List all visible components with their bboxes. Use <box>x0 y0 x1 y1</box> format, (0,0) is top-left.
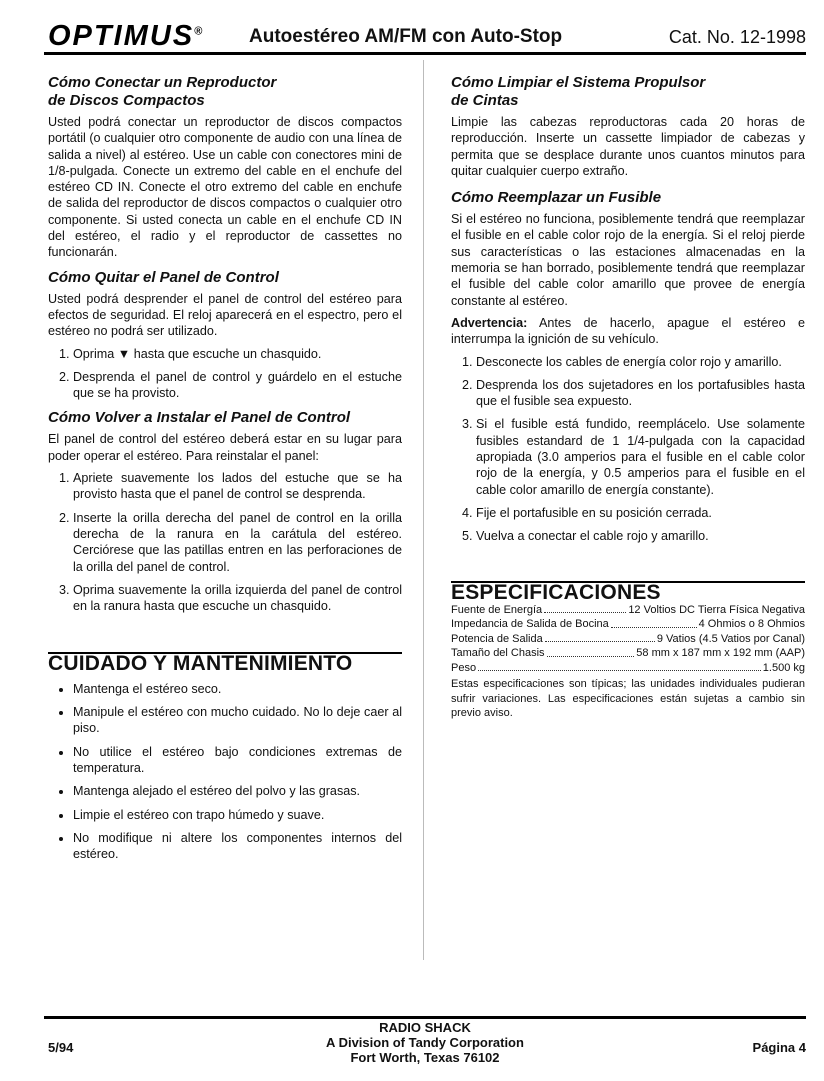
footer-page-number: Página 4 <box>752 1040 806 1055</box>
list-item: • Mantenga alejado el estéreo del polvo y las grasas. <box>73 783 402 799</box>
care-title: CUIDADO Y MANTENIMIENTO <box>48 652 353 676</box>
spec-table <box>451 603 805 721</box>
list-item: • Mantenga el estéreo seco. <box>73 681 402 697</box>
care-section <box>48 652 402 862</box>
spec-row: Impedancia de Salida de Bocina 4 Ohmios o 8 Ohmios <box>451 618 805 631</box>
list-item: • Limpie el estéreo con trapo húmedo y suave. <box>73 807 402 823</box>
list-item: 3. Si el fusible está fundido, reemplácelo. Use solamente fusibles estandard de 1 1/4-pulgada con la capacidad apropiada (3.0 amperios para el fusible en el cable color rojo de la energía, y 0.5 amperios para el fusible en el cable color amarillo de energía constante). <box>476 416 805 497</box>
section-title-reinstall-panel: Cómo Volver a Instalar el Panel de Control <box>48 409 351 427</box>
list-item: 3. Oprima suavemente la orilla izquierda del panel de control en la ranura hasta que escuche un chasquido. <box>73 582 402 615</box>
spec-note: Estas especificaciones son típicas; las unidades individuales pudieran sufrir variaciones. Las especificaciones están sujetas a cambio sin previo aviso. <box>451 678 805 720</box>
column-divider <box>423 60 424 960</box>
spec-row: Tamaño del Chasis 58 mm x 187 mm x 192 mm (AAP) <box>451 647 805 660</box>
reinstall-panel-paragraph: El panel de control del estéreo deberá estar en su lugar para poder operar el estéreo. Para reinstalar el panel: <box>48 432 402 463</box>
spec-section <box>451 581 805 721</box>
list-item: • No utilice el estéreo bajo condiciones extremas de temperatura. <box>73 744 402 777</box>
care-list <box>48 681 402 863</box>
cd-paragraph: Usted podrá conectar un reproductor de discos compactos portátil (o cualquier otro componente de audio con una línea de salida a nivel) al estéreo. Use un cable con conectores mini de 1/8-pulgada. Conecte un extremo del cable en el enchufe del estéreo CD IN. Conecte el otro extremo del cable en enchufe de salida del reproductor de discos compactos o cualquier otro componente. Si usted conecta un cable en el enchufe CD IN del estéreo, el radio y el reproductor de cassettes no funcionarán. <box>48 115 402 260</box>
footer-date: 5/94 <box>48 1040 74 1055</box>
list-item: 4. Fije el portafusible en su posición cerrada. <box>476 505 805 521</box>
list-item: 5. Vuelva a conectar el cable rojo y amarillo. <box>476 528 805 544</box>
brand-logo: OPTIMUS® <box>48 20 205 52</box>
list-item: 2. Inserte la orilla derecha del panel de control en la orilla derecha de la ranura en la carátula del estéreo. Cerciórese que las patillas entren en las perforaciones de la orilla del panel de control. <box>73 510 402 575</box>
spec-title: ESPECIFICACIONES <box>451 580 661 604</box>
list-item: 1. Oprima ▼ hasta que escuche un chasquido. <box>73 346 402 362</box>
section-title-cd: Cómo Conectar un Reproductor de Discos Compactos <box>48 74 277 109</box>
clean-tape-paragraph: Limpie las cabezas reproductoras cada 20 horas de reproducción. Inserte un cassette limpiador de cabezas y permita que se desplace durante unos cuantos minutos para quitar cualquier cuerpo extraño. <box>451 115 805 178</box>
warning-text: Antes de hacerlo, apague el estéreo e interrumpa la ignición de su vehículo. <box>451 315 805 347</box>
reinstall-panel-steps <box>48 470 402 614</box>
warning-paragraph <box>451 315 805 348</box>
footer-company: RADIO SHACK A Division of Tandy Corporation Fort Worth, Texas 76102 <box>326 1020 524 1065</box>
list-item: • Manipule el estéreo con mucho cuidado. No lo deje caer al piso. <box>73 704 402 737</box>
remove-panel-steps <box>48 346 402 402</box>
catalog-number: Cat. No. 12-1998 <box>668 27 806 47</box>
section-title-fuse: Cómo Reemplazar un Fusible <box>451 189 662 207</box>
list-item: 2. Desprenda el panel de control y guárdelo en el estuche que se ha provisto. <box>73 369 402 402</box>
document-title: Autoestéreo AM/FM con Auto-Stop <box>249 26 563 47</box>
list-item: 2. Desprenda los dos sujetadores en los portafusibles hasta que el fusible sea expuesto. <box>476 377 805 410</box>
section-title-clean-tape: Cómo Limpiar el Sistema Propulsor de Cintas <box>451 74 706 109</box>
footer-rule <box>44 1016 806 1019</box>
fuse-steps <box>451 354 805 545</box>
remove-panel-paragraph: Usted podrá desprender el panel de control del estéreo para efectos de seguridad. El reloj aparecerá en el espectro, pero el estéreo no podrá ser utilizado. <box>48 291 402 339</box>
spec-row: Peso 1.500 kg <box>451 661 805 674</box>
list-item: 1. Desconecte los cables de energía color rojo y amarillo. <box>476 354 805 370</box>
spec-row: Potencia de Salida 9 Vatios (4.5 Vatios por Canal) <box>451 632 805 645</box>
right-column <box>451 70 805 727</box>
fuse-paragraph: Si el estéreo no funciona, posiblemente tendrá que reemplazar el fusible en el cable color rojo de la energía. Si el reloj pierde sus características o las estaciones almacenadas en la memoria se han borrado, posiblemente tendrá que reemplazar el fusible del cable color amarillo que provee de energía constante al estéreo. <box>451 212 805 308</box>
left-column <box>48 70 402 869</box>
spec-row: Fuente de Energía 12 Voltios DC Tierra Física Negativa <box>451 603 805 616</box>
page-header <box>44 14 806 52</box>
section-title-remove-panel: Cómo Quitar el Panel de Control <box>48 268 279 286</box>
list-item: 1. Apriete suavemente los lados del estuche que se ha provisto hasta que el panel de control se desprenda. <box>73 470 402 503</box>
header-rule <box>44 52 806 55</box>
warning-label: Advertencia: <box>451 315 528 330</box>
list-item: • No modifique ni altere los componentes internos del estéreo. <box>73 830 402 863</box>
